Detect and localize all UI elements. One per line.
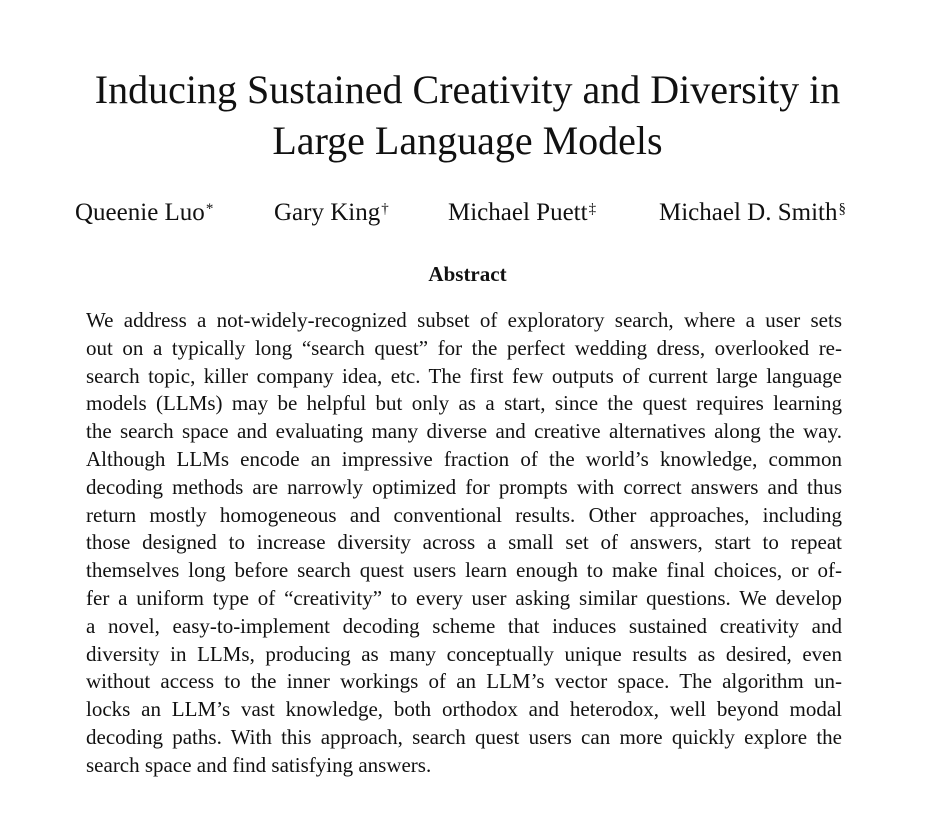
abstract-line: search space and find satisfying answers.	[86, 752, 432, 777]
author-name: Michael Puett	[448, 199, 588, 226]
author-name: Michael D. Smith	[659, 199, 838, 226]
abstract-line: those designed to increase diversity across a small set of answers, start to repeat	[86, 530, 842, 555]
abstract-line: diversity in LLMs, producing as many conceptually unique results as desired, even	[86, 641, 842, 666]
author-michael-d-smith	[659, 197, 846, 229]
abstract-line: decoding paths. With this approach, search quest users can more quickly explore the	[86, 724, 842, 749]
abstract-line: return mostly homogeneous and conventional results. Other approaches, including	[86, 502, 842, 527]
abstract-line: search topic, killer company idea, etc. The first few outputs of current large language	[86, 363, 842, 388]
abstract-line: a novel, easy-to-implement decoding scheme that induces sustained creativity and	[86, 613, 842, 638]
abstract-line: models (LLMs) may be helpful but only as a start, since the quest requires learning	[86, 391, 842, 416]
abstract-line: fer a uniform type of “creativity” to every user asking similar questions. We develop	[86, 585, 842, 610]
paper-title-line: Inducing Sustained Creativity and Diversity in	[94, 67, 841, 112]
paper-title	[0, 64, 935, 166]
abstract-body	[86, 307, 842, 780]
abstract-line: the search space and evaluating many diverse and creative alternatives along the way.	[86, 419, 842, 444]
abstract-line: without access to the inner workings of an LLM’s vector space. The algorithm un-	[86, 669, 842, 694]
paper-title-line: Large Language Models	[272, 118, 663, 163]
author-gary-king	[274, 197, 389, 229]
abstract-line: locks an LLM’s vast knowledge, both orthodox and heterodox, well beyond modal	[86, 697, 842, 722]
author-footnote-mark: ‡	[588, 201, 597, 217]
author-footnote-mark: §	[838, 201, 846, 217]
abstract-line: Although LLMs encode an impressive fraction of the world’s knowledge, common	[86, 446, 842, 471]
abstract-line: out on a typically long “search quest” for the perfect wedding dress, overlooked re-	[86, 335, 842, 360]
abstract-line: themselves long before search quest users learn enough to make final choices, or of-	[86, 558, 842, 583]
author-michael-puett	[448, 197, 596, 229]
author-name: Gary King	[274, 199, 381, 226]
abstract-heading: Abstract	[428, 262, 507, 286]
author-footnote-mark: †	[381, 201, 389, 217]
abstract-line: decoding methods are narrowly optimized for prompts with correct answers and thus	[86, 474, 842, 499]
author-list	[0, 197, 935, 237]
author-name: Queenie Luo	[75, 199, 205, 226]
abstract-line: We address a not-widely-recognized subset of exploratory search, where a user sets	[86, 308, 842, 332]
author-footnote-mark: *	[205, 201, 214, 217]
author-queenie-luo	[75, 197, 213, 229]
